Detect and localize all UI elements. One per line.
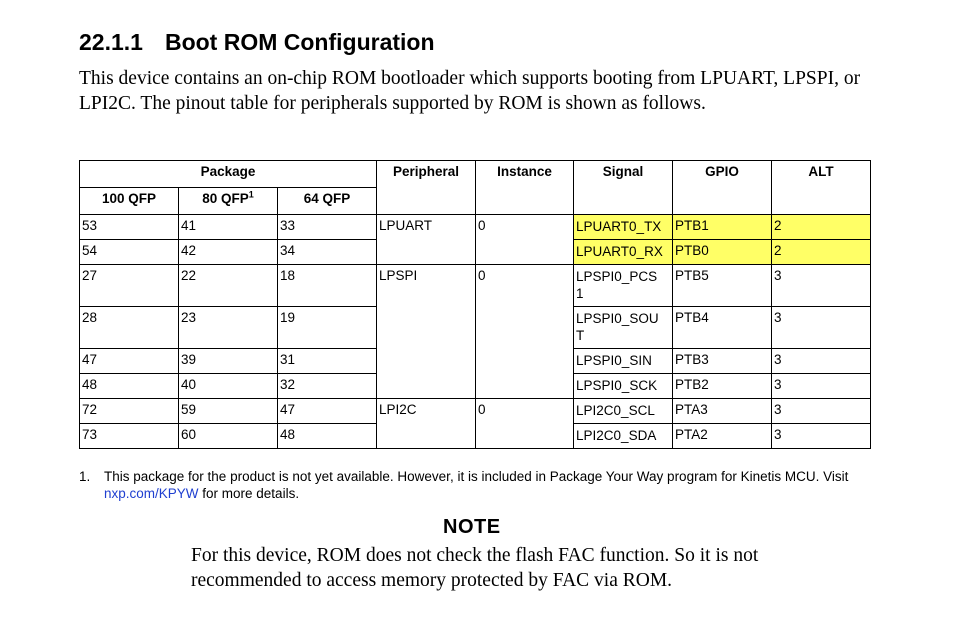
cell-qfp64: 34 xyxy=(278,240,377,265)
instance-header: Instance xyxy=(476,161,574,215)
qfp64-header: 64 QFP xyxy=(278,188,377,215)
section-title: Boot ROM Configuration xyxy=(164,29,435,55)
cell-qfp100: 53 xyxy=(80,215,179,240)
cell-qfp100: 47 xyxy=(80,349,179,374)
cell-qfp100: 54 xyxy=(80,240,179,265)
cell-gpio: PTB5 xyxy=(673,265,772,307)
cell-instance: 0 xyxy=(476,399,574,449)
footnote xyxy=(79,468,879,502)
cell-qfp64: 47 xyxy=(278,399,377,424)
footnote-ref: 1 xyxy=(248,189,254,200)
cell-instance: 0 xyxy=(476,265,574,399)
cell-qfp64: 33 xyxy=(278,215,377,240)
cell-gpio: PTB3 xyxy=(673,349,772,374)
cell-alt: 3 xyxy=(772,374,871,399)
cell-qfp80: 41 xyxy=(179,215,278,240)
cell-qfp100: 73 xyxy=(80,424,179,449)
alt-header: ALT xyxy=(772,161,871,215)
section-heading xyxy=(79,29,435,56)
table-row xyxy=(80,265,871,307)
note-title: NOTE xyxy=(443,516,501,538)
cell-alt: 3 xyxy=(772,349,871,374)
pinout-table xyxy=(79,160,871,449)
cell-qfp80: 42 xyxy=(179,240,278,265)
cell-alt: 3 xyxy=(772,399,871,424)
qfp100-header: 100 QFP xyxy=(80,188,179,215)
cell-qfp80: 23 xyxy=(179,307,278,349)
cell-alt: 3 xyxy=(772,424,871,449)
footnote-text-end: for more details. xyxy=(198,486,300,501)
table-row xyxy=(80,399,871,424)
cell-qfp100: 48 xyxy=(80,374,179,399)
signal-header: Signal xyxy=(574,161,673,215)
cell-gpio: PTA2 xyxy=(673,424,772,449)
qfp80-header: 80 QFP$^1$ xyxy=(179,188,278,215)
header-row-top xyxy=(80,161,871,188)
cell-gpio: PTB2 xyxy=(673,374,772,399)
cell-signal: LPSPI0_SCK xyxy=(574,374,673,399)
cell-peripheral: LPSPI xyxy=(377,265,476,399)
cell-signal: LPSPI0_SIN xyxy=(574,349,673,374)
cell-gpio: PTA3 xyxy=(673,399,772,424)
cell-qfp100: 28 xyxy=(80,307,179,349)
section-number: 22.1.1 xyxy=(79,29,143,55)
cell-qfp64: 48 xyxy=(278,424,377,449)
cell-instance: 0 xyxy=(476,215,574,265)
cell-signal: LPUART0_TX xyxy=(574,215,673,240)
cell-qfp64: 18 xyxy=(278,265,377,307)
cell-qfp64: 32 xyxy=(278,374,377,399)
cell-qfp80: 60 xyxy=(179,424,278,449)
cell-qfp80: 39 xyxy=(179,349,278,374)
cell-qfp80: 59 xyxy=(179,399,278,424)
cell-signal: LPUART0_RX xyxy=(574,240,673,265)
cell-qfp80: 40 xyxy=(179,374,278,399)
cell-signal: LPSPI0_SOU T xyxy=(574,307,673,349)
cell-alt: 2 xyxy=(772,240,871,265)
cell-alt: 3 xyxy=(772,265,871,307)
cell-signal: LPSPI0_PCS 1 xyxy=(574,265,673,307)
note-body: For this device, ROM does not check the flash FAC function. So it is not recommended to access memory protected by FAC via ROM. xyxy=(191,545,759,591)
cell-peripheral: LPI2C xyxy=(377,399,476,449)
cell-qfp100: 72 xyxy=(80,399,179,424)
kpyw-link[interactable]: nxp.com/KPYW xyxy=(104,486,199,501)
table-row xyxy=(80,215,871,240)
package-header: Package xyxy=(80,161,377,188)
gpio-header: GPIO xyxy=(673,161,772,215)
cell-qfp64: 19 xyxy=(278,307,377,349)
cell-qfp80: 22 xyxy=(179,265,278,307)
cell-peripheral: LPUART xyxy=(377,215,476,265)
footnote-marker: 1. xyxy=(79,469,91,484)
footnote-text: This package for the product is not yet available. However, it is included in Package Your Way program for Kinetis MCU. Visit xyxy=(104,469,849,484)
cell-alt: 2 xyxy=(772,215,871,240)
cell-qfp64: 31 xyxy=(278,349,377,374)
cell-gpio: PTB4 xyxy=(673,307,772,349)
cell-alt: 3 xyxy=(772,307,871,349)
cell-gpio: PTB0 xyxy=(673,240,772,265)
peripheral-header: Peripheral xyxy=(377,161,476,215)
cell-qfp100: 27 xyxy=(80,265,179,307)
intro-paragraph: This device contains an on-chip ROM bootloader which supports booting from LPUART, LPSPI, or LPI2C. The pinout table for peripherals supported by ROM is shown as follows. xyxy=(79,68,861,114)
cell-signal: LPI2C0_SCL xyxy=(574,399,673,424)
cell-signal: LPI2C0_SDA xyxy=(574,424,673,449)
cell-gpio: PTB1 xyxy=(673,215,772,240)
